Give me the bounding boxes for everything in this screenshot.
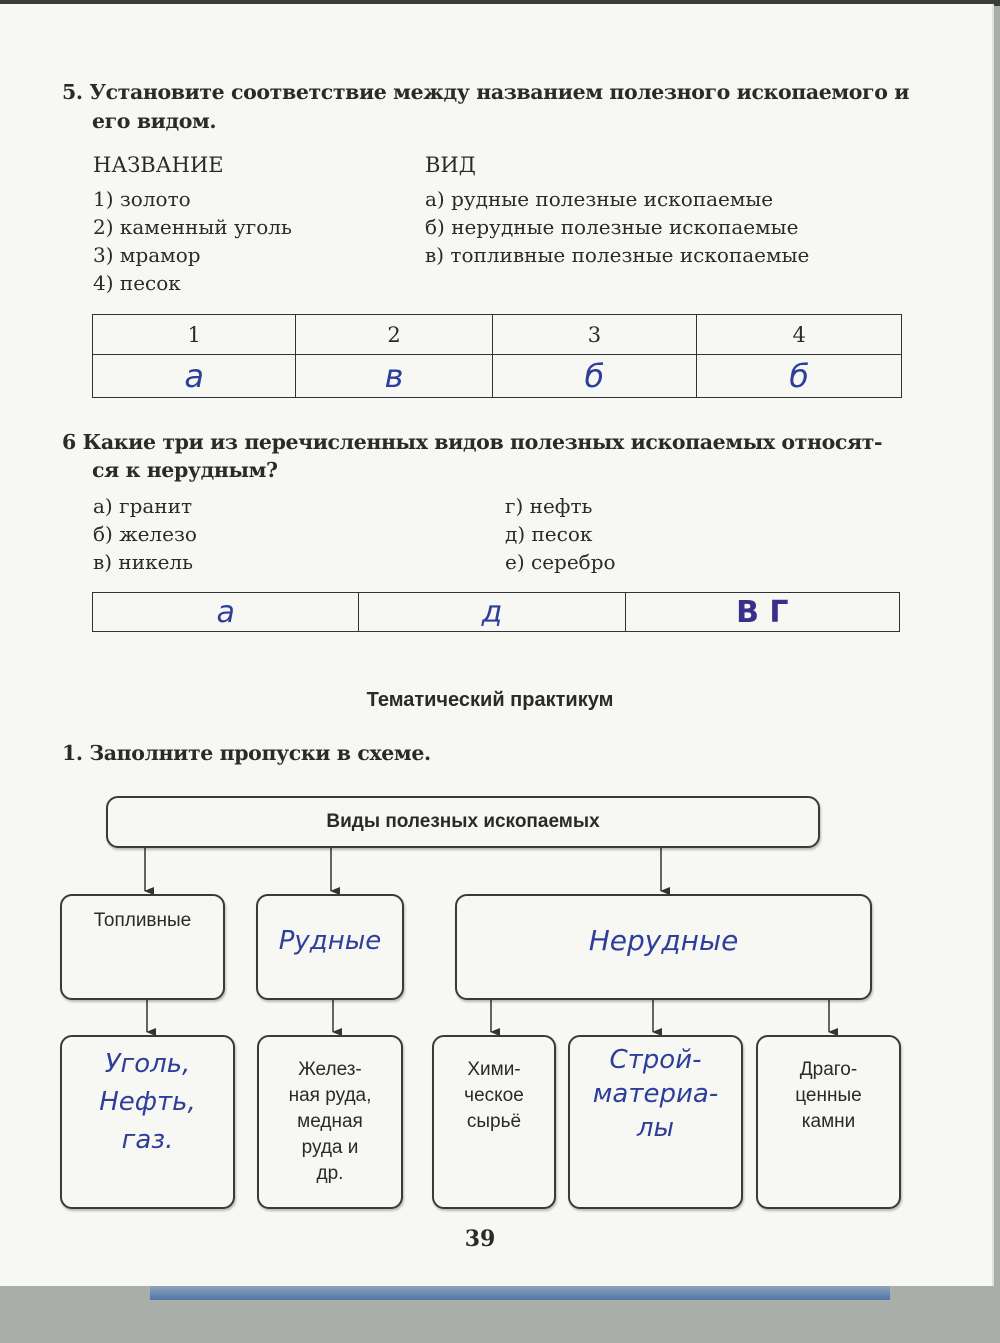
chemical-line: Хими- bbox=[467, 1059, 521, 1080]
answer-cell[interactable]: В Г bbox=[625, 593, 899, 632]
type-item: б) нерудные полезные ископаемые bbox=[425, 215, 799, 239]
type-item: а) рудные полезные ископаемые bbox=[425, 187, 774, 211]
option-item: д) песок bbox=[505, 522, 593, 546]
task5-title-line1: 5. Установите соответствие между названием полезного ископаемого и bbox=[62, 80, 910, 104]
gems-line: Драго- bbox=[799, 1059, 858, 1080]
scheme-box-nonore[interactable] bbox=[455, 894, 872, 1000]
task1-title: 1. Заполните пропуски в схеме. bbox=[62, 741, 431, 765]
page-number: 39 bbox=[464, 1226, 496, 1252]
answer-header-cell: 3 bbox=[492, 315, 697, 355]
answer-cell[interactable]: б bbox=[697, 355, 902, 398]
name-item: 4) песок bbox=[93, 271, 181, 295]
name-item: 2) каменный уголь bbox=[93, 215, 292, 239]
ore-handwritten: Рудные bbox=[278, 926, 382, 956]
fuel-example-line: Уголь, bbox=[104, 1049, 191, 1079]
option-item: а) гранит bbox=[93, 494, 193, 518]
building-line: материа- bbox=[592, 1079, 719, 1109]
name-item: 1) золото bbox=[93, 187, 191, 211]
workbook-page bbox=[0, 4, 994, 1286]
scheme-box-ore[interactable] bbox=[256, 894, 404, 1000]
task6-title-line2: ся к нерудным? bbox=[92, 458, 278, 482]
ore-example-line: др. bbox=[316, 1163, 344, 1184]
option-item: б) железо bbox=[93, 522, 197, 546]
name-column-header: НАЗВАНИЕ bbox=[93, 153, 224, 177]
scheme-box-building[interactable] bbox=[568, 1035, 743, 1209]
chemical-line: сырьё bbox=[466, 1111, 522, 1132]
option-item: е) серебро bbox=[505, 550, 616, 574]
building-line: лы bbox=[636, 1113, 675, 1143]
building-line: Строй- bbox=[609, 1045, 702, 1075]
gems-line: ценные bbox=[795, 1085, 862, 1106]
section-title: Тематический практикум bbox=[366, 689, 614, 711]
ore-example-line: медная bbox=[297, 1111, 363, 1132]
gems-line: камни bbox=[801, 1111, 856, 1132]
fuel-label: Топливные bbox=[93, 910, 192, 931]
scheme-box-gems bbox=[756, 1035, 901, 1209]
answer-cell[interactable]: д bbox=[359, 593, 625, 632]
scheme-box-ore-examples bbox=[257, 1035, 403, 1209]
chemical-line: ческое bbox=[464, 1085, 524, 1106]
fuel-example-line: газ. bbox=[121, 1125, 174, 1155]
option-item: в) никель bbox=[93, 550, 194, 574]
type-item: в) топливные полезные ископаемые bbox=[425, 243, 810, 267]
task6-title-line1: 6 Какие три из перечисленных видов полезных ископаемых относят- bbox=[62, 430, 883, 454]
ore-example-line: ная руда, bbox=[288, 1085, 372, 1106]
answer-cell[interactable]: в bbox=[296, 355, 492, 398]
answer-header-cell: 1 bbox=[93, 315, 296, 355]
task5-title-line2: его видом. bbox=[92, 109, 217, 133]
ore-example-line: Желез- bbox=[298, 1059, 362, 1080]
nonore-handwritten: Нерудные bbox=[588, 924, 739, 957]
scheme-box-fuel bbox=[60, 894, 225, 1000]
scheme-box-chemical bbox=[432, 1035, 556, 1209]
answer-cell[interactable]: б bbox=[492, 355, 697, 398]
scheme-root-label: Виды полезных ископаемых bbox=[326, 811, 600, 832]
answer-header-cell: 2 bbox=[296, 315, 492, 355]
scheme-root-box bbox=[106, 796, 820, 848]
option-item: г) нефть bbox=[505, 494, 593, 518]
scheme-box-fuel-examples[interactable] bbox=[60, 1035, 235, 1209]
book-cover-edge bbox=[150, 1286, 890, 1300]
answer-header-cell: 4 bbox=[697, 315, 902, 355]
answer-cell[interactable]: а bbox=[93, 593, 359, 632]
name-item: 3) мрамор bbox=[93, 243, 201, 267]
type-column-header: ВИД bbox=[425, 153, 476, 177]
answer-cell[interactable]: а bbox=[93, 355, 296, 398]
ore-example-line: руда и bbox=[301, 1137, 359, 1158]
fuel-example-line: Нефть, bbox=[99, 1087, 196, 1117]
